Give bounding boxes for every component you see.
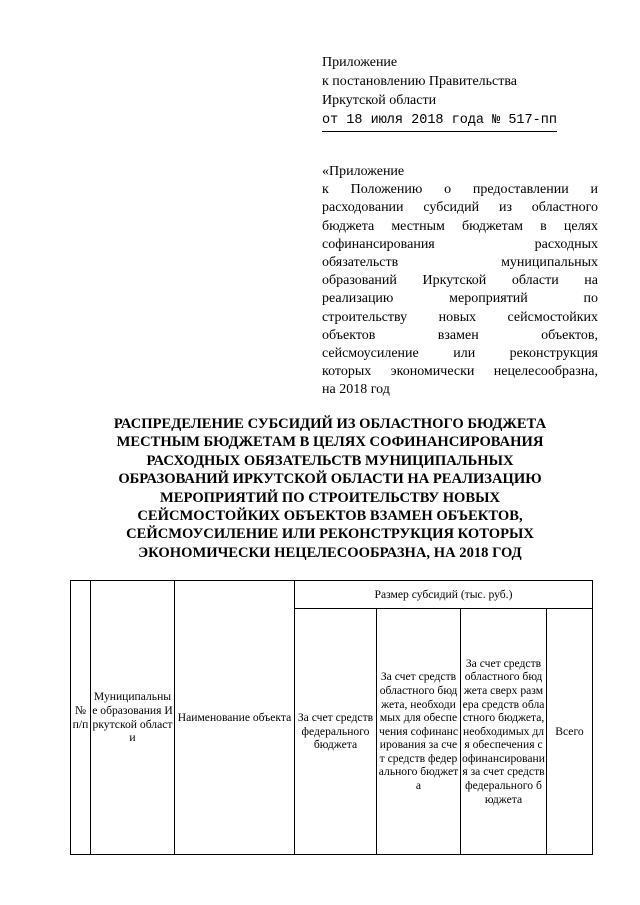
header-municipality: Муниципальные образования Иркутской области	[91, 581, 175, 855]
annex-header	[322, 163, 598, 400]
annex-line: бюджета местным бюджетам в целях	[322, 218, 598, 234]
title-line: РАСХОДНЫХ ОБЯЗАТЕЛЬСТВ МУНИЦИПАЛЬНЫХ	[146, 452, 514, 469]
header-federal: За счет средств федерального бюджета	[295, 609, 377, 855]
header-total: Всего	[547, 609, 593, 855]
title-line: ЭКОНОМИЧЕСКИ НЕЦЕЛЕСООБРАЗНА, НА 2018 ГОД	[138, 544, 522, 561]
stamp-line: Иркутской области	[322, 93, 437, 108]
stamp-line: к постановлению Правительства	[322, 74, 518, 89]
subsidy-table	[70, 580, 593, 855]
header-number: № п/п	[71, 581, 91, 855]
annex-line: реализацию мероприятий по	[322, 291, 598, 307]
annex-line: к Положению о предоставлении и	[322, 182, 598, 198]
annex-line: объектов взамен объектов,	[322, 327, 598, 343]
annex-line: обязательств муниципальных	[322, 255, 598, 271]
annex-line: софинансирования расходных	[322, 236, 598, 252]
title-line: РАСПРЕДЕЛЕНИЕ СУБСИДИЙ ИЗ ОБЛАСТНОГО БЮДЖЕТА	[113, 416, 547, 432]
annex-line: расходовании субсидий из областного	[322, 200, 598, 216]
title-line: СЕЙСМОСТОЙКИХ ОБЪЕКТОВ ВЗАМЕН ОБЪЕКТОВ,	[137, 508, 523, 525]
annex-line: строительству новых сейсмостойких	[322, 309, 598, 325]
header-regional-cofinancing: За счет средств областного бюджета, необходимых для обеспечения софинансирования за счет средств федерального бюджета	[377, 609, 461, 855]
annex-line: сейсмоусиление или реконструкция	[322, 346, 598, 362]
title-line: ОБРАЗОВАНИЙ ИРКУТСКОЙ ОБЛАСТИ НА РЕАЛИЗАЦИЮ	[118, 471, 542, 488]
header-regional-extra: За счет средств областного бюджета сверх размера средств областного бюджета, необходимых для обеспечения софинансирования за счет средств федерального бюджета	[461, 609, 547, 855]
stamp-line: Приложение	[322, 55, 398, 70]
document-title	[60, 415, 600, 562]
annex-opening: «Приложение	[322, 164, 405, 179]
title-line: МЕСТНЫМ БЮДЖЕТАМ В ЦЕЛЯХ СОФИНАНСИРОВАНИЯ	[116, 434, 544, 451]
header-subsidy-group: Размер субсидий (тыс. руб.)	[295, 581, 593, 609]
stamp-decree-date: от 18 июля 2018 года № 517-пп	[322, 111, 557, 132]
approval-stamp	[322, 53, 598, 132]
annex-line: на 2018 год	[322, 382, 390, 398]
title-line: МЕРОПРИЯТИЙ ПО СТРОИТЕЛЬСТВУ НОВЫХ	[159, 489, 500, 506]
title-line: СЕЙСМОУСИЛЕНИЕ ИЛИ РЕКОНСТРУКЦИЯ КОТОРЫХ	[126, 526, 534, 543]
annex-line: образований Иркутской области на	[322, 273, 598, 289]
header-object: Наименование объекта	[175, 581, 295, 855]
annex-line: которых экономически нецелесообразна,	[322, 364, 598, 380]
